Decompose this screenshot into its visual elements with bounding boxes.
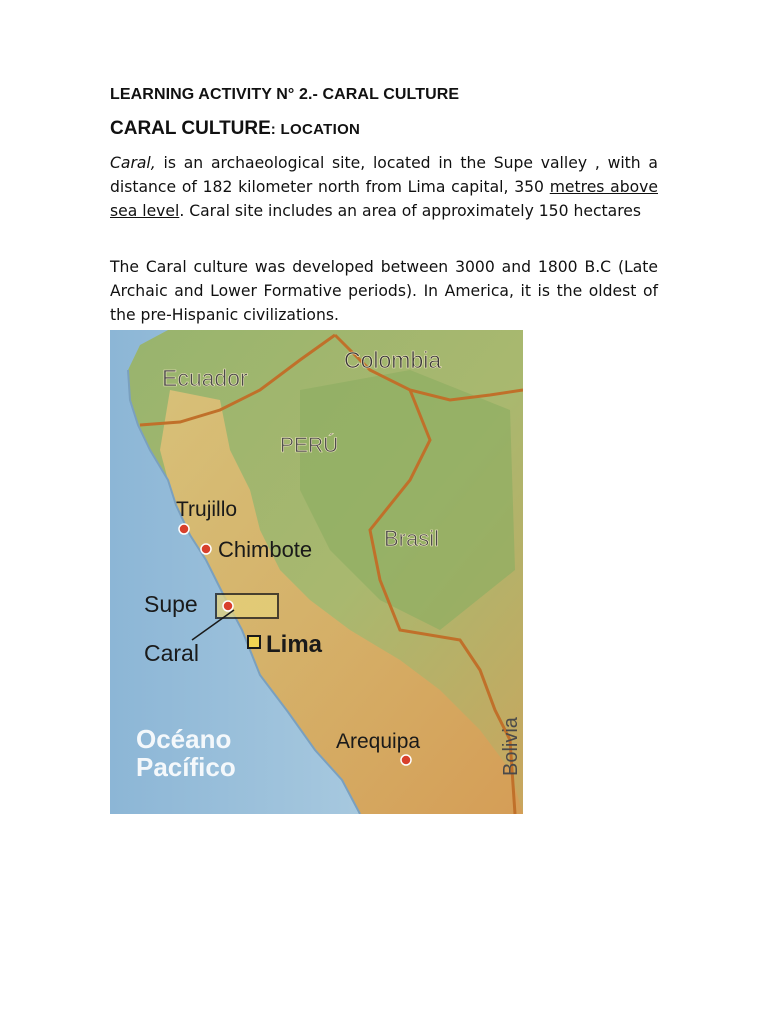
paragraph-location-text-1: is an archaeological site, located in the Supe valley , with a distance of 182 kilometer north from Lima capital, 350 [110, 154, 658, 196]
capital-marker-lima [248, 636, 260, 648]
section-heading-sub: : LOCATION [270, 121, 361, 138]
section-heading-main: CARAL CULTURE [110, 118, 271, 139]
label-brasil: Brasil [384, 526, 440, 551]
label-lima: Lima [266, 631, 323, 658]
label-peru: PERÚ [280, 434, 339, 457]
underlined-phrase: metres above sea level [110, 178, 658, 220]
paragraph-location [110, 151, 658, 223]
label-ecuador: Ecuador [162, 365, 248, 391]
city-marker-chimbote [201, 544, 211, 554]
label-chimbote: Chimbote [218, 537, 313, 562]
city-marker-trujillo [179, 524, 189, 534]
label-oceano: Océano [136, 724, 232, 754]
label-pacifico: Pacífico [136, 752, 236, 782]
city-marker-arequipa [401, 755, 411, 765]
paragraph-location-text-2: . Caral site includes an area of approximately 150 hectares [179, 202, 641, 220]
paragraph-history: The Caral culture was developed between 3000 and 1800 B.C (Late Archaic and Lower Formative periods). In America, it is the oldest of the pre-Hispanic civilizations. [110, 258, 658, 324]
caral-emphasis: Caral, [110, 154, 156, 172]
label-caral: Caral [144, 640, 199, 666]
label-arequipa: Arequipa [336, 730, 421, 753]
section-heading [110, 118, 360, 140]
peru-map [110, 330, 523, 814]
label-bolivia: Bolivia [500, 717, 522, 776]
label-supe: Supe [144, 591, 198, 617]
label-trujillo: Trujillo [176, 498, 238, 521]
city-marker-supe [223, 601, 233, 611]
label-colombia: Colombia [344, 347, 442, 373]
activity-heading: LEARNING ACTIVITY N° 2.- CARAL CULTURE [110, 86, 460, 103]
